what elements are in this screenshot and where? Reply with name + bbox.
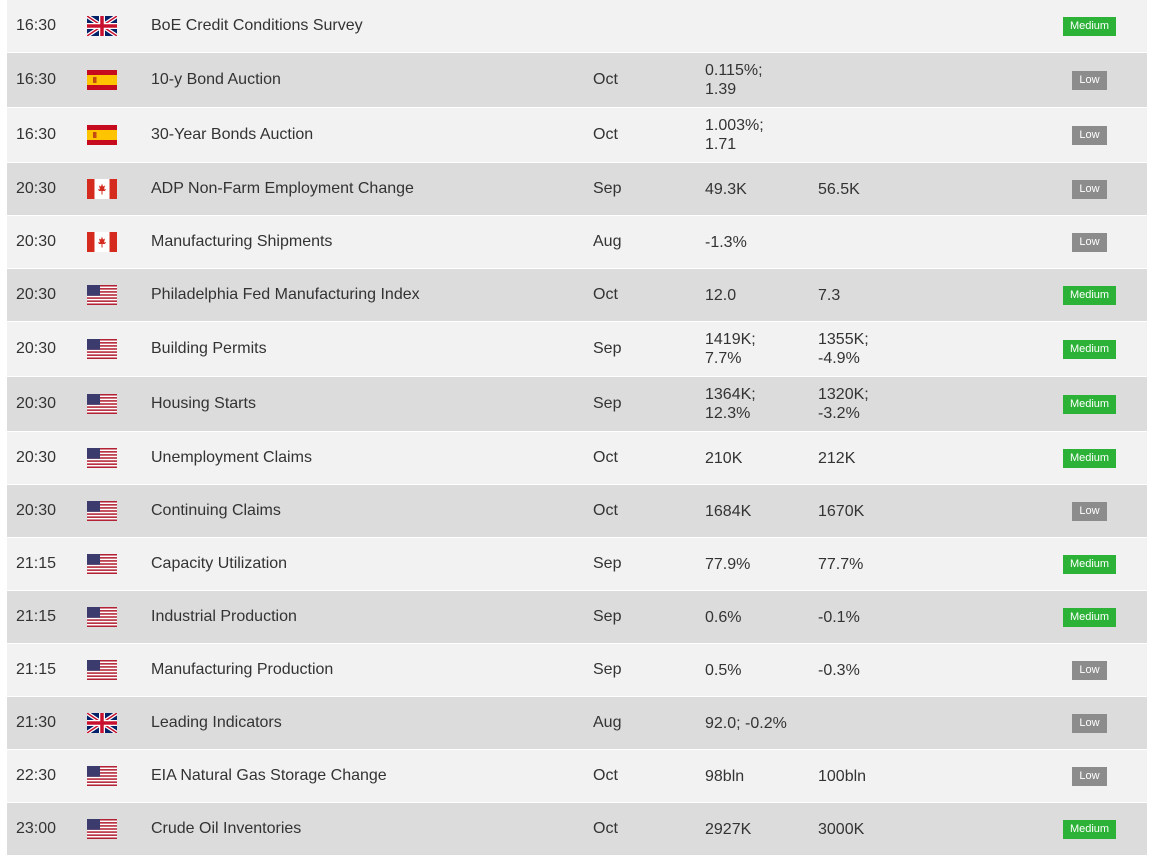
event-time: 16:30 <box>16 71 57 88</box>
event-forecast: 77.7% <box>818 555 864 573</box>
table-row[interactable] <box>7 591 1147 644</box>
event-previous: 12.0 <box>705 286 737 304</box>
event-period: Aug <box>593 714 622 731</box>
event-previous: 77.9% <box>705 555 751 573</box>
spain-flag-icon <box>87 53 121 107</box>
event-period: Oct <box>593 286 618 303</box>
event-name[interactable]: Unemployment Claims <box>151 449 312 466</box>
table-row[interactable] <box>7 485 1147 538</box>
event-previous: 98bln <box>705 767 745 785</box>
table-row[interactable] <box>7 750 1147 803</box>
event-name[interactable]: Continuing Claims <box>151 502 281 519</box>
us-flag-icon <box>87 485 121 537</box>
event-period: Sep <box>593 555 622 572</box>
event-forecast: 100bln <box>818 767 867 785</box>
event-forecast <box>818 53 923 107</box>
event-name[interactable]: Housing Starts <box>151 395 256 412</box>
importance-cell <box>1052 163 1127 215</box>
event-period: Oct <box>593 126 618 143</box>
event-name[interactable]: Building Permits <box>151 340 267 357</box>
importance-cell <box>1052 0 1127 52</box>
table-row[interactable] <box>7 0 1147 53</box>
event-previous: 0.5% <box>705 661 742 679</box>
event-previous: 1.003%; 1.71 <box>705 117 764 153</box>
importance-badge: Medium <box>1063 395 1116 414</box>
us-flag-icon <box>87 322 121 376</box>
importance-cell <box>1052 538 1127 590</box>
table-row[interactable] <box>7 803 1147 856</box>
importance-badge: Low <box>1072 714 1106 733</box>
us-flag-icon <box>87 432 121 484</box>
event-time: 21:30 <box>16 714 57 731</box>
table-row[interactable] <box>7 538 1147 591</box>
importance-cell <box>1052 591 1127 643</box>
event-previous: 2927K <box>705 820 752 838</box>
canada-flag-icon <box>87 163 121 215</box>
event-time: 23:00 <box>16 820 57 837</box>
table-row[interactable] <box>7 644 1147 697</box>
importance-cell <box>1052 322 1127 376</box>
event-name[interactable]: Crude Oil Inventories <box>151 820 302 837</box>
table-row[interactable] <box>7 53 1147 108</box>
table-row[interactable] <box>7 269 1147 322</box>
event-period: Aug <box>593 233 622 250</box>
event-name[interactable]: Leading Indicators <box>151 714 282 731</box>
us-flag-icon <box>87 377 121 431</box>
event-forecast: -0.3% <box>818 661 860 679</box>
event-period: Oct <box>593 820 618 837</box>
canada-flag-icon <box>87 216 121 268</box>
table-row[interactable] <box>7 216 1147 269</box>
event-previous: 210K <box>705 449 743 467</box>
event-period: Oct <box>593 767 618 784</box>
event-previous: 0.115%; 1.39 <box>705 62 763 98</box>
event-previous <box>705 0 810 52</box>
event-period: Sep <box>593 608 622 625</box>
event-name[interactable]: Manufacturing Shipments <box>151 233 333 250</box>
event-forecast: 56.5K <box>818 180 860 198</box>
event-previous: 1419K; 7.7% <box>705 331 756 367</box>
event-period: Oct <box>593 502 618 519</box>
importance-cell <box>1052 269 1127 321</box>
event-period: Sep <box>593 395 622 412</box>
event-time: 20:30 <box>16 502 57 519</box>
importance-cell <box>1052 485 1127 537</box>
importance-badge: Low <box>1072 502 1106 521</box>
importance-badge: Medium <box>1063 449 1116 468</box>
table-row[interactable] <box>7 432 1147 485</box>
event-period <box>593 0 673 52</box>
table-row[interactable] <box>7 322 1147 377</box>
event-time: 21:15 <box>16 555 57 572</box>
us-flag-icon <box>87 803 121 855</box>
importance-cell <box>1052 108 1127 162</box>
event-time: 20:30 <box>16 340 57 357</box>
event-name[interactable]: Philadelphia Fed Manufacturing Index <box>151 286 420 303</box>
us-flag-icon <box>87 269 121 321</box>
event-forecast <box>818 216 923 268</box>
uk-flag-icon <box>87 697 121 749</box>
importance-cell <box>1052 53 1127 107</box>
importance-badge: Low <box>1072 126 1106 145</box>
event-time: 22:30 <box>16 767 57 784</box>
event-period: Oct <box>593 71 618 88</box>
event-forecast: 1670K <box>818 502 865 520</box>
event-name[interactable]: Capacity Utilization <box>151 555 288 572</box>
importance-badge: Low <box>1072 661 1106 680</box>
event-name[interactable]: BoE Credit Conditions Survey <box>151 17 363 34</box>
us-flag-icon <box>87 591 121 643</box>
event-time: 20:30 <box>16 233 57 250</box>
importance-cell <box>1052 216 1127 268</box>
importance-cell <box>1052 377 1127 431</box>
us-flag-icon <box>87 750 121 802</box>
event-forecast <box>818 0 923 52</box>
event-name[interactable]: 10-y Bond Auction <box>151 71 281 88</box>
event-previous: 49.3K <box>705 180 747 198</box>
event-previous: 92.0; -0.2% <box>705 714 787 732</box>
event-name[interactable]: EIA Natural Gas Storage Change <box>151 767 387 784</box>
importance-badge: Medium <box>1063 340 1116 359</box>
event-forecast: 1320K; -3.2% <box>818 386 869 422</box>
importance-badge: Medium <box>1063 17 1116 36</box>
event-name[interactable]: 30-Year Bonds Auction <box>151 126 314 143</box>
event-forecast: 1355K; -4.9% <box>818 331 869 367</box>
event-forecast: 7.3 <box>818 286 841 304</box>
importance-badge: Low <box>1072 767 1106 786</box>
event-time: 21:15 <box>16 608 57 625</box>
event-previous: 0.6% <box>705 608 742 626</box>
event-time: 20:30 <box>16 449 57 466</box>
importance-badge: Low <box>1072 180 1106 199</box>
event-time: 16:30 <box>16 126 57 143</box>
event-time: 20:30 <box>16 395 57 412</box>
us-flag-icon <box>87 644 121 696</box>
event-period: Sep <box>593 180 622 197</box>
event-forecast: 212K <box>818 449 856 467</box>
event-time: 21:15 <box>16 661 57 678</box>
uk-flag-icon <box>87 0 121 52</box>
economic-calendar-table <box>7 0 1147 856</box>
event-previous: 1684K <box>705 502 752 520</box>
importance-cell <box>1052 803 1127 855</box>
event-forecast: 3000K <box>818 820 865 838</box>
table-row[interactable] <box>7 163 1147 216</box>
importance-badge: Medium <box>1063 555 1116 574</box>
importance-badge: Medium <box>1063 820 1116 839</box>
importance-badge: Medium <box>1063 608 1116 627</box>
us-flag-icon <box>87 538 121 590</box>
importance-badge: Low <box>1072 71 1106 90</box>
event-period: Sep <box>593 661 622 678</box>
event-period: Oct <box>593 449 618 466</box>
event-name[interactable]: Industrial Production <box>151 608 297 625</box>
event-time: 16:30 <box>16 17 57 34</box>
event-period: Sep <box>593 340 622 357</box>
event-time: 20:30 <box>16 180 57 197</box>
importance-cell <box>1052 750 1127 802</box>
table-row[interactable] <box>7 108 1147 163</box>
event-name[interactable]: Manufacturing Production <box>151 661 334 678</box>
table-row[interactable] <box>7 697 1147 750</box>
event-name[interactable]: ADP Non-Farm Employment Change <box>151 180 414 197</box>
importance-cell <box>1052 644 1127 696</box>
table-row[interactable] <box>7 377 1147 432</box>
event-previous: 1364K; 12.3% <box>705 386 756 422</box>
importance-cell <box>1052 697 1127 749</box>
importance-cell <box>1052 432 1127 484</box>
spain-flag-icon <box>87 108 121 162</box>
event-forecast: -0.1% <box>818 608 860 626</box>
event-time: 20:30 <box>16 286 57 303</box>
event-previous: -1.3% <box>705 233 747 251</box>
importance-badge: Low <box>1072 233 1106 252</box>
event-forecast <box>818 108 923 162</box>
event-forecast <box>818 697 923 749</box>
importance-badge: Medium <box>1063 286 1116 305</box>
